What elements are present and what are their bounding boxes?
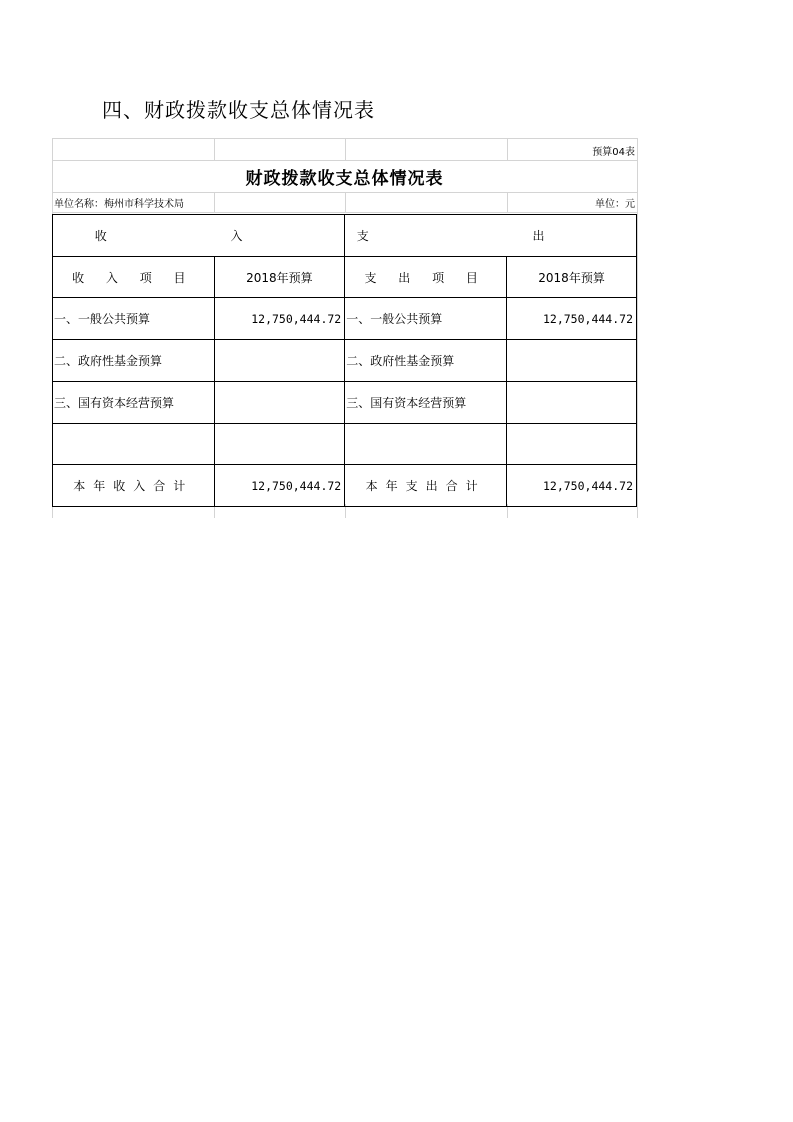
expense-amount-cell (507, 340, 637, 382)
income-header-text: 收 入 (94, 229, 303, 243)
expense-item-cell: 一、一般公共预算 (345, 298, 507, 340)
expense-amount-cell: 12,750,444.72 (507, 298, 637, 340)
gridline (637, 138, 638, 518)
expense-item-cell (345, 424, 507, 465)
income-budget-header: 2018年预算 (214, 257, 345, 298)
table-row (53, 340, 637, 382)
income-header (53, 215, 345, 257)
gridline (345, 192, 346, 212)
expense-item-header-text: 支 出 项 目 (364, 270, 487, 285)
section-header-row (53, 215, 637, 257)
gridline (52, 212, 637, 213)
income-item-header (53, 257, 215, 298)
income-amount-cell: 12,750,444.72 (214, 298, 345, 340)
expense-header (345, 215, 637, 257)
income-amount-cell (214, 382, 345, 424)
income-total-label-text: 本年收入合计 (73, 479, 194, 493)
expense-header-text: 支 出 (356, 229, 625, 243)
currency-unit: 单位：元 (595, 198, 635, 210)
column-header-row (53, 257, 637, 298)
expense-total-label-text: 本年支出合计 (365, 479, 486, 493)
spreadsheet (52, 138, 637, 518)
expense-amount-cell (507, 382, 637, 424)
income-item-cell: 三、国有资本经营预算 (53, 382, 215, 424)
table-row (53, 424, 637, 465)
table-row (53, 382, 637, 424)
income-total-amount: 12,750,444.72 (214, 465, 345, 507)
income-amount-cell (214, 424, 345, 465)
expense-total-label (345, 465, 507, 507)
expense-item-header (345, 257, 507, 298)
expense-amount-cell (507, 424, 637, 465)
expense-item-cell: 二、政府性基金预算 (345, 340, 507, 382)
income-item-cell (53, 424, 215, 465)
unit-name: 单位名称：梅州市科学技术局 (54, 198, 184, 210)
income-item-cell: 二、政府性基金预算 (53, 340, 215, 382)
expense-item-cell: 三、国有资本经营预算 (345, 382, 507, 424)
budget-table (52, 214, 637, 507)
total-row (53, 465, 637, 507)
table-row (53, 298, 637, 340)
form-code: 预算04表 (592, 146, 635, 158)
gridline (345, 138, 346, 160)
gridline (214, 138, 215, 160)
income-item-header-text: 收 入 项 目 (72, 270, 195, 285)
income-item-cell: 一、一般公共预算 (53, 298, 215, 340)
income-total-label (53, 465, 215, 507)
page-heading: 四、财政拨款收支总体情况表 (102, 98, 375, 122)
table-title: 财政拨款收支总体情况表 (245, 168, 444, 189)
expense-total-amount: 12,750,444.72 (507, 465, 637, 507)
income-amount-cell (214, 340, 345, 382)
expense-budget-header: 2018年预算 (507, 257, 637, 298)
